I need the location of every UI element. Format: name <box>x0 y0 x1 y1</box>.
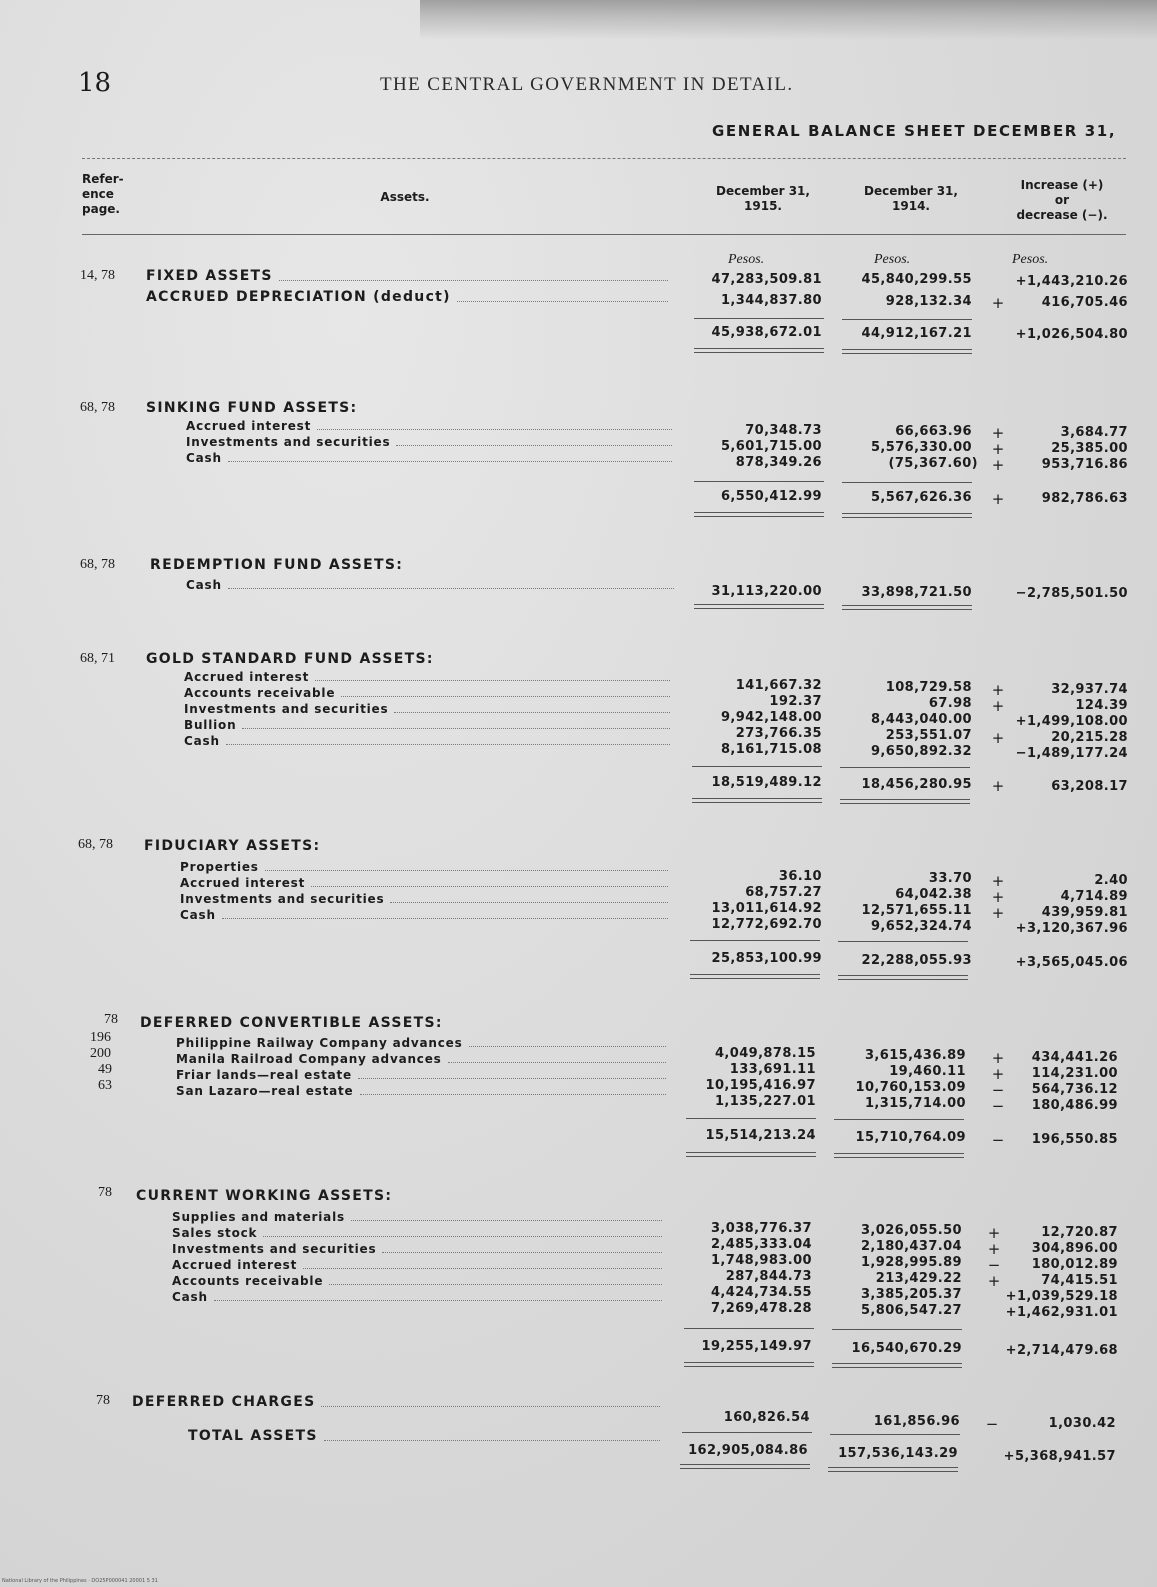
leader-dots <box>228 461 672 462</box>
header-rule <box>82 234 1126 235</box>
column-header-assets: Assets. <box>380 190 430 204</box>
reference-page: 14, 78 <box>80 268 115 283</box>
value-1915: 3,038,776.37 <box>710 1221 812 1236</box>
change-sign: − <box>985 1415 999 1433</box>
leader-dots <box>457 301 668 302</box>
value-1914: 5,576,330.00 <box>870 440 972 455</box>
column-header-text: December 31, <box>716 184 810 198</box>
unit-label: Pesos. <box>1012 252 1049 267</box>
leader-dots <box>303 1268 662 1269</box>
value-1915: 13,011,614.92 <box>711 901 822 916</box>
change-value: 953,716.86 <box>1041 457 1128 472</box>
value-1915: 47,283,509.81 <box>711 272 822 287</box>
value-1915: 4,424,734.55 <box>710 1285 812 1300</box>
change-value: 20,215.28 <box>1051 730 1128 745</box>
value-1914: 3,026,055.50 <box>860 1223 962 1238</box>
change-value: +1,462,931.01 <box>1005 1305 1118 1320</box>
subtotal-1915: 19,255,149.97 <box>701 1339 812 1354</box>
line-item <box>132 1394 662 1410</box>
value-1915: 31,113,220.00 <box>711 584 822 599</box>
double-rule <box>828 1467 958 1472</box>
sum-rule <box>694 318 824 319</box>
subtotal-1914: 44,912,167.21 <box>861 326 972 341</box>
line-item-label: TOTAL ASSETS <box>188 1428 318 1444</box>
torn-edge <box>420 0 1157 40</box>
line-item-label: Philippine Railway Company advances <box>176 1036 463 1050</box>
line-item <box>186 451 674 465</box>
change-sign: + <box>987 1240 1001 1258</box>
change-sign: + <box>991 1065 1005 1083</box>
value-1914: 3,385,205.37 <box>860 1287 962 1302</box>
double-rule <box>832 1363 962 1368</box>
value-1914: 33,898,721.50 <box>861 585 972 600</box>
value-1915: 133,691.11 <box>729 1062 816 1077</box>
line-item <box>172 1210 664 1224</box>
line-item <box>172 1258 664 1272</box>
leader-dots <box>242 728 670 729</box>
value-1914: 33.70 <box>928 871 972 886</box>
value-1915: 1,748,983.00 <box>710 1253 812 1268</box>
total-1914: 157,536,143.29 <box>838 1446 958 1461</box>
value-1914: 9,652,324.74 <box>870 919 972 934</box>
column-header-text: or <box>1054 193 1070 207</box>
change-value: 180,012.89 <box>1031 1257 1118 1272</box>
leader-dots <box>351 1220 662 1221</box>
sum-rule <box>830 1434 960 1435</box>
change-sign: + <box>987 1224 1001 1242</box>
change-sign: + <box>991 440 1005 458</box>
line-item-label: Accounts receivable <box>184 686 336 700</box>
line-item <box>184 702 672 716</box>
leader-dots <box>469 1046 666 1047</box>
change-value: 32,937.74 <box>1051 682 1128 697</box>
subtotal-1914: 5,567,626.36 <box>870 490 972 505</box>
reference-page: 78 <box>104 1012 118 1027</box>
reference-page: 68, 78 <box>80 557 115 572</box>
change-value: +1,499,108.00 <box>1015 714 1128 729</box>
line-item-label: Accrued interest <box>186 419 312 433</box>
leader-dots <box>228 588 674 589</box>
change-sign: + <box>991 456 1005 474</box>
line-item-label: Properties <box>180 860 259 874</box>
change-value: 114,231.00 <box>1031 1066 1118 1081</box>
value-1914: 64,042.38 <box>895 887 972 902</box>
value-1915: 2,485,333.04 <box>710 1237 812 1252</box>
section-title: FIDUCIARY ASSETS: <box>144 838 321 854</box>
section-title: CURRENT WORKING ASSETS: <box>136 1188 393 1204</box>
leader-dots <box>329 1284 662 1285</box>
line-item-label: DEFERRED CHARGES <box>132 1394 316 1410</box>
double-rule <box>694 604 824 609</box>
line-item <box>172 1242 664 1256</box>
change-sign: + <box>991 888 1005 906</box>
leader-dots <box>394 712 670 713</box>
section-title: REDEMPTION FUND ASSETS: <box>150 557 404 573</box>
leader-dots <box>263 1236 662 1237</box>
change-value: 304,896.00 <box>1031 1241 1118 1256</box>
subtotal-change: +2,714,479.68 <box>1005 1343 1118 1358</box>
total-change: +5,368,941.57 <box>1003 1449 1116 1464</box>
value-1914: 67.98 <box>928 696 972 711</box>
value-1915: 68,757.27 <box>745 885 822 900</box>
leader-dots <box>448 1062 666 1063</box>
reference-page: 78 <box>98 1185 112 1200</box>
line-item-label: Accrued interest <box>180 876 306 890</box>
subtotal-1915: 25,853,100.99 <box>711 951 822 966</box>
value-1914: 5,806,547.27 <box>860 1303 962 1318</box>
sum-rule <box>690 940 820 941</box>
line-item <box>180 876 670 890</box>
leader-dots <box>396 445 672 446</box>
value-1915: 36.10 <box>778 869 822 884</box>
line-item <box>180 908 670 922</box>
line-item <box>146 289 670 305</box>
double-rule <box>690 974 820 979</box>
section-title: GOLD STANDARD FUND ASSETS: <box>146 651 434 667</box>
line-item-label: Accrued interest <box>172 1258 298 1272</box>
reference-page: 49 <box>98 1062 112 1077</box>
subtotal-change: 196,550.85 <box>1031 1132 1118 1147</box>
double-rule <box>694 512 824 517</box>
top-rule <box>82 158 1126 159</box>
subtotal-1914: 15,710,764.09 <box>855 1130 966 1145</box>
page-number: 18 <box>78 68 112 98</box>
line-item-label: Cash <box>172 1290 208 1304</box>
value-1915: 4,049,878.15 <box>714 1046 816 1061</box>
double-rule <box>692 798 822 803</box>
value-1915: 192.37 <box>769 694 822 709</box>
sum-rule <box>842 319 972 320</box>
line-item <box>180 892 670 906</box>
sum-rule <box>838 941 968 942</box>
value-1914: 253,551.07 <box>885 728 972 743</box>
sum-rule <box>692 766 822 767</box>
value-1915: 1,135,227.01 <box>714 1094 816 1109</box>
line-item <box>184 670 672 684</box>
leader-dots <box>390 902 668 903</box>
line-item-label: San Lazaro—real estate <box>176 1084 354 1098</box>
line-item-label: Manila Railroad Company advances <box>176 1052 442 1066</box>
value-1915: 9,942,148.00 <box>720 710 822 725</box>
line-item-label: Accrued interest <box>184 670 310 684</box>
subtotal-1914: 16,540,670.29 <box>851 1341 962 1356</box>
reference-page: 68, 78 <box>78 837 113 852</box>
reference-page: 196 <box>90 1030 111 1045</box>
line-item-label: Sales stock <box>172 1226 258 1240</box>
value-1915: 878,349.26 <box>735 455 822 470</box>
running-head: THE CENTRAL GOVERNMENT IN DETAIL. <box>380 74 794 95</box>
line-item-label: FIXED ASSETS <box>146 268 273 284</box>
unit-label: Pesos. <box>874 252 911 267</box>
value-1914: 108,729.58 <box>885 680 972 695</box>
column-header-1914 <box>848 184 974 214</box>
total-1915: 162,905,084.86 <box>688 1443 808 1458</box>
value-1914: 3,615,436.89 <box>864 1048 966 1063</box>
value-1915: 70,348.73 <box>745 423 822 438</box>
reference-page: 200 <box>90 1046 111 1061</box>
leader-dots <box>226 744 670 745</box>
change-sign: − <box>991 1131 1005 1149</box>
column-header-text: Increase (+) <box>1020 178 1104 192</box>
reference-page: 68, 78 <box>80 400 115 415</box>
column-header-reference <box>82 172 132 217</box>
double-rule <box>680 1464 810 1469</box>
sum-rule <box>694 481 824 482</box>
change-value: 74,415.51 <box>1041 1273 1118 1288</box>
subtotal-change: +1,026,504.80 <box>1015 327 1128 342</box>
value-1914: 213,429.22 <box>875 1271 962 1286</box>
line-item-label: Cash <box>180 908 216 922</box>
leader-dots <box>214 1300 662 1301</box>
sum-rule <box>840 767 970 768</box>
leader-dots <box>324 1440 660 1441</box>
leader-dots <box>321 1406 660 1407</box>
value-1914: 66,663.96 <box>895 424 972 439</box>
column-header-text: December 31, <box>864 184 958 198</box>
leader-dots <box>315 680 670 681</box>
line-item-label: Supplies and materials <box>172 1210 345 1224</box>
value-1915: 273,766.35 <box>735 726 822 741</box>
change-sign: + <box>991 424 1005 442</box>
change-value: +1,443,210.26 <box>1015 274 1128 289</box>
line-item <box>186 435 674 449</box>
value-1915: 287,844.73 <box>725 1269 812 1284</box>
footer-credit: National Library of the Philippines · DO25P000041 20001 5 31 <box>2 1578 158 1584</box>
leader-dots <box>382 1252 662 1253</box>
line-item <box>172 1226 664 1240</box>
double-rule <box>842 513 972 518</box>
change-value: 2.40 <box>1094 873 1128 888</box>
line-item-label: Investments and securities <box>172 1242 377 1256</box>
change-sign: + <box>987 1272 1001 1290</box>
leader-dots <box>279 280 668 281</box>
value-1914: 928,132.34 <box>885 294 972 309</box>
double-rule <box>694 348 824 353</box>
change-value: 3,684.77 <box>1060 425 1128 440</box>
subtotal-change: 982,786.63 <box>1041 491 1128 506</box>
column-header-text: 1915. <box>744 199 782 213</box>
double-rule <box>838 975 968 980</box>
unit-label: Pesos. <box>728 252 765 267</box>
leader-dots <box>341 696 670 697</box>
leader-dots <box>317 429 672 430</box>
leader-dots <box>222 918 668 919</box>
change-value: +3,120,367.96 <box>1015 921 1128 936</box>
change-value: −2,785,501.50 <box>1015 586 1128 601</box>
line-item <box>176 1036 668 1050</box>
column-header-text: ence <box>82 187 114 201</box>
line-item-label: Accounts receivable <box>172 1274 324 1288</box>
line-item <box>172 1274 664 1288</box>
line-item <box>186 419 674 433</box>
change-value: 439,959.81 <box>1041 905 1128 920</box>
double-rule <box>686 1152 816 1157</box>
subtotal-1915: 6,550,412.99 <box>720 489 822 504</box>
leader-dots <box>360 1094 667 1095</box>
value-1915: 160,826.54 <box>723 1410 810 1425</box>
line-item-label: Bullion <box>184 718 237 732</box>
subtotal-1915: 15,514,213.24 <box>705 1128 816 1143</box>
subtotal-1914: 22,288,055.93 <box>861 953 972 968</box>
column-header-change <box>992 178 1132 223</box>
double-rule <box>834 1153 964 1158</box>
double-rule <box>842 605 972 610</box>
subtotal-1915: 45,938,672.01 <box>711 325 822 340</box>
value-1915: 7,269,478.28 <box>710 1301 812 1316</box>
change-value: 25,385.00 <box>1051 441 1128 456</box>
change-value: 180,486.99 <box>1031 1098 1118 1113</box>
line-item <box>180 860 670 874</box>
value-1915: 8,161,715.08 <box>720 742 822 757</box>
line-item <box>184 686 672 700</box>
change-value: 4,714.89 <box>1060 889 1128 904</box>
change-sign: + <box>991 1049 1005 1067</box>
sum-rule <box>842 482 972 483</box>
line-item-label: Investments and securities <box>184 702 389 716</box>
change-sign: + <box>991 681 1005 699</box>
line-item-label: Investments and securities <box>186 435 391 449</box>
double-rule <box>840 799 970 804</box>
change-sign: + <box>991 490 1005 508</box>
value-1914: (75,367.60) <box>888 456 978 471</box>
line-item-label: Cash <box>186 578 222 592</box>
change-value: 434,441.26 <box>1031 1050 1118 1065</box>
change-value: 124.39 <box>1075 698 1128 713</box>
line-item <box>172 1290 664 1304</box>
change-sign: + <box>991 872 1005 890</box>
line-item <box>184 734 672 748</box>
line-item-label: ACCRUED DEPRECIATION (deduct) <box>146 289 451 305</box>
change-sign: + <box>991 697 1005 715</box>
double-rule <box>842 349 972 354</box>
value-1914: 161,856.96 <box>873 1414 960 1429</box>
change-value: 564,736.12 <box>1031 1082 1118 1097</box>
reference-page: 78 <box>96 1393 110 1408</box>
double-rule <box>684 1362 814 1367</box>
value-1914: 1,928,995.89 <box>860 1255 962 1270</box>
change-value: −1,489,177.24 <box>1015 746 1128 761</box>
change-value: 1,030.42 <box>1048 1416 1116 1431</box>
change-sign: + <box>991 729 1005 747</box>
leader-dots <box>265 870 668 871</box>
line-item <box>184 718 672 732</box>
reference-page: 68, 71 <box>80 651 115 666</box>
line-item <box>188 1428 662 1444</box>
subtotal-1915: 18,519,489.12 <box>711 775 822 790</box>
line-item <box>176 1052 668 1066</box>
change-sign: + <box>991 904 1005 922</box>
change-value: 12,720.87 <box>1041 1225 1118 1240</box>
sum-rule <box>684 1328 814 1329</box>
value-1914: 12,571,655.11 <box>861 903 972 918</box>
subtotal-1914: 18,456,280.95 <box>861 777 972 792</box>
value-1914: 19,460.11 <box>889 1064 966 1079</box>
value-1915: 5,601,715.00 <box>720 439 822 454</box>
value-1915: 141,667.32 <box>735 678 822 693</box>
leader-dots <box>311 886 668 887</box>
line-item-label: Cash <box>184 734 220 748</box>
line-item <box>176 1084 668 1098</box>
section-title: SINKING FUND ASSETS: <box>146 400 358 416</box>
column-header-text: Refer- <box>82 172 124 186</box>
value-1914: 10,760,153.09 <box>855 1080 966 1095</box>
section-title: DEFERRED CONVERTIBLE ASSETS: <box>140 1015 443 1031</box>
sum-rule <box>682 1432 812 1433</box>
change-sign: + <box>991 294 1005 312</box>
value-1914: 2,180,437.04 <box>860 1239 962 1254</box>
column-header-1915 <box>700 184 826 214</box>
value-1915: 12,772,692.70 <box>711 917 822 932</box>
value-1915: 1,344,837.80 <box>720 293 822 308</box>
sum-rule <box>686 1118 816 1119</box>
line-item-label: Investments and securities <box>180 892 385 906</box>
value-1914: 9,650,892.32 <box>870 744 972 759</box>
sum-rule <box>834 1119 964 1120</box>
change-sign: − <box>991 1097 1005 1115</box>
change-sign: − <box>991 1081 1005 1099</box>
line-item <box>186 578 676 592</box>
column-header-text: page. <box>82 202 120 216</box>
column-header-text: decrease (−). <box>1016 208 1108 222</box>
subtotal-change: 63,208.17 <box>1051 779 1128 794</box>
change-value: 416,705.46 <box>1041 295 1128 310</box>
sum-rule <box>832 1329 962 1330</box>
line-item-label: Friar lands—real estate <box>176 1068 352 1082</box>
subtotal-change: +3,565,045.06 <box>1015 955 1128 970</box>
value-1914: 8,443,040.00 <box>870 712 972 727</box>
column-header-text: 1914. <box>892 199 930 213</box>
value-1914: 45,840,299.55 <box>861 272 972 287</box>
sheet-title: GENERAL BALANCE SHEET DECEMBER 31, <box>712 122 1117 140</box>
change-sign: − <box>987 1256 1001 1274</box>
change-value: +1,039,529.18 <box>1005 1289 1118 1304</box>
reference-page: 63 <box>98 1078 112 1093</box>
line-item <box>176 1068 668 1082</box>
line-item <box>146 268 670 284</box>
leader-dots <box>358 1078 666 1079</box>
value-1914: 1,315,714.00 <box>864 1096 966 1111</box>
change-sign: + <box>991 777 1005 795</box>
value-1915: 10,195,416.97 <box>705 1078 816 1093</box>
line-item-label: Cash <box>186 451 222 465</box>
